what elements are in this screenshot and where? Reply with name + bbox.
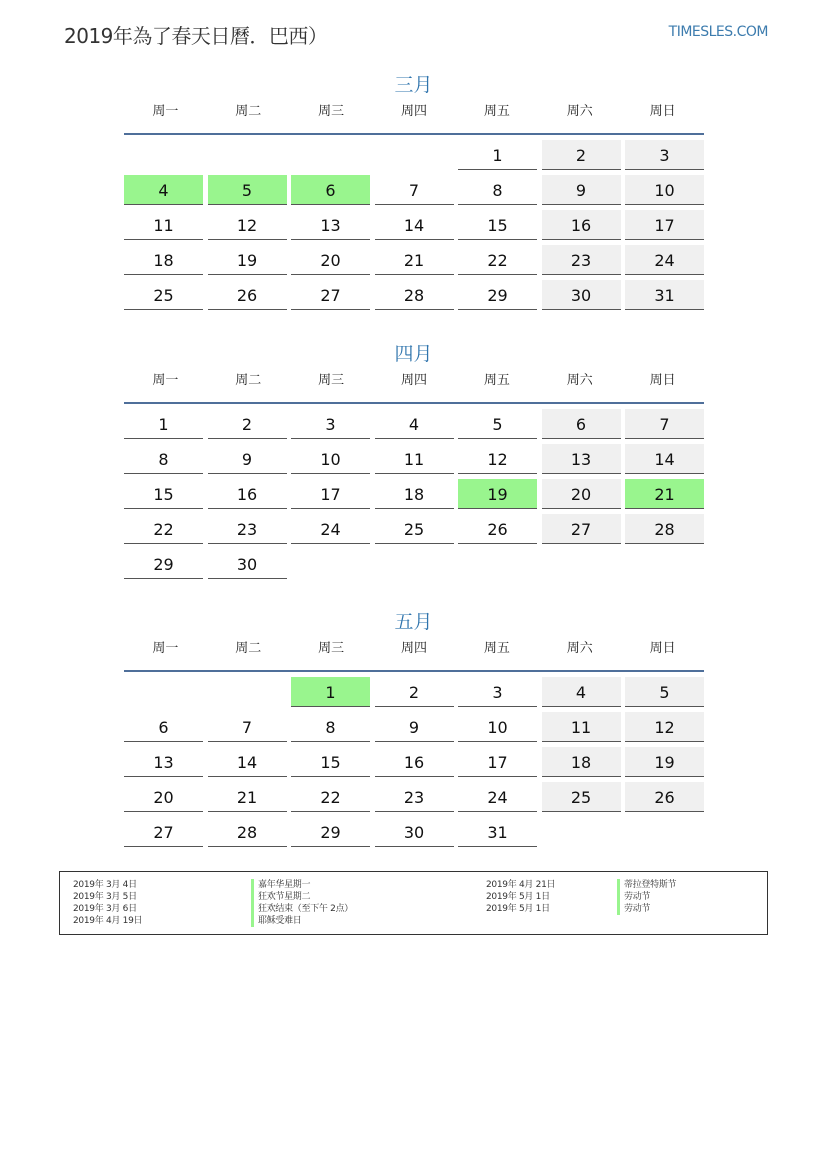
day-cell: 13: [542, 444, 621, 474]
weekday-label: 周日: [649, 641, 676, 656]
legend-date: 2019年 5月 1日: [486, 892, 550, 902]
legend-date: 2019年 3月 6日: [73, 904, 137, 914]
day-cell: 23: [208, 514, 287, 544]
weekday-label: 周六: [566, 104, 593, 119]
day-cell: 4: [375, 409, 454, 439]
weekday-label: 周一: [152, 373, 179, 388]
day-cell: 1: [124, 409, 203, 439]
page-title: 2019年為了春天日曆．巴西）: [64, 24, 328, 48]
day-cell: 2: [375, 677, 454, 707]
day-cell: 8: [458, 175, 537, 205]
day-cell: 25: [124, 280, 203, 310]
weekday-label: 周一: [152, 104, 179, 119]
day-cell: 20: [124, 782, 203, 812]
day-cell: 15: [291, 747, 370, 777]
day-cell: 18: [124, 245, 203, 275]
day-cell: 8: [124, 444, 203, 474]
day-cell: 11: [124, 210, 203, 240]
holiday-day-cell: 4: [124, 175, 203, 205]
empty-cell: [375, 140, 454, 169]
day-cell: 9: [375, 712, 454, 742]
day-cell: 25: [542, 782, 621, 812]
day-cell: 16: [542, 210, 621, 240]
day-grid: [124, 409, 704, 579]
day-cell: 24: [625, 245, 704, 275]
month-title: 五月: [394, 611, 433, 633]
holiday-day-cell: 5: [208, 175, 287, 205]
day-cell: 3: [291, 409, 370, 439]
day-cell: 20: [542, 479, 621, 509]
day-cell: 27: [124, 817, 203, 847]
day-cell: 24: [291, 514, 370, 544]
day-cell: 26: [208, 280, 287, 310]
day-cell: 17: [458, 747, 537, 777]
day-cell: 2: [542, 140, 621, 170]
holiday-day-cell: 6: [291, 175, 370, 205]
day-cell: 21: [375, 245, 454, 275]
day-cell: 27: [291, 280, 370, 310]
day-cell: 6: [124, 712, 203, 742]
day-cell: 7: [208, 712, 287, 742]
legend-date: 2019年 4月 19日: [73, 916, 143, 926]
legend-names: [617, 879, 676, 915]
weekday-label: 周一: [152, 641, 179, 656]
day-cell: 25: [375, 514, 454, 544]
day-cell: 6: [542, 409, 621, 439]
day-cell: 12: [208, 210, 287, 240]
day-cell: 11: [542, 712, 621, 742]
day-cell: 14: [208, 747, 287, 777]
month-may: [124, 607, 704, 847]
day-cell: 21: [208, 782, 287, 812]
day-cell: 17: [291, 479, 370, 509]
day-cell: 10: [625, 175, 704, 205]
day-cell: 16: [208, 479, 287, 509]
day-cell: 26: [625, 782, 704, 812]
month-march: [124, 70, 704, 310]
weekday-label: 周日: [649, 104, 676, 119]
day-cell: 13: [291, 210, 370, 240]
day-cell: 27: [542, 514, 621, 544]
day-cell: 29: [291, 817, 370, 847]
day-cell: 22: [291, 782, 370, 812]
legend-holiday-name: 狂欢结束（至下午 2点）: [258, 904, 353, 914]
day-cell: 7: [625, 409, 704, 439]
holiday-day-cell: 19: [458, 479, 537, 509]
day-cell: 1: [458, 140, 537, 170]
month-april: [124, 339, 704, 579]
day-cell: 24: [458, 782, 537, 812]
day-cell: 7: [375, 175, 454, 205]
legend-holiday-name: 蒂拉登特斯节: [624, 880, 677, 890]
day-grid: [124, 140, 704, 310]
day-cell: 9: [542, 175, 621, 205]
day-cell: 22: [124, 514, 203, 544]
day-cell: 18: [542, 747, 621, 777]
legend-holiday-name: 耶稣受难日: [258, 916, 302, 926]
weekday-label: 周五: [483, 641, 510, 656]
legend-date: 2019年 4月 21日: [486, 880, 556, 890]
day-cell: 30: [542, 280, 621, 310]
legend-holiday-name: 劳动节: [624, 904, 651, 914]
empty-cell: [124, 140, 203, 169]
month-title: 四月: [394, 343, 433, 365]
day-cell: 22: [458, 245, 537, 275]
holiday-day-cell: 21: [625, 479, 704, 509]
day-cell: 29: [124, 549, 203, 579]
weekday-label: 周二: [235, 641, 262, 656]
day-cell: 15: [458, 210, 537, 240]
day-cell: 2: [208, 409, 287, 439]
legend-date: 2019年 3月 5日: [73, 892, 137, 902]
weekday-label: 周六: [566, 373, 593, 388]
day-cell: 28: [375, 280, 454, 310]
day-cell: 28: [625, 514, 704, 544]
day-grid: [124, 677, 704, 847]
weekday-label: 周二: [235, 373, 262, 388]
day-cell: 18: [375, 479, 454, 509]
weekday-label: 周三: [318, 373, 345, 388]
day-cell: 10: [291, 444, 370, 474]
empty-cell: [208, 677, 287, 706]
day-cell: 8: [291, 712, 370, 742]
day-cell: 3: [458, 677, 537, 707]
weekday-label: 周三: [318, 641, 345, 656]
day-cell: 14: [625, 444, 704, 474]
day-cell: 31: [625, 280, 704, 310]
legend-names: [251, 879, 353, 927]
day-cell: 19: [625, 747, 704, 777]
empty-cell: [124, 677, 203, 706]
legend-holiday-name: 狂欢节星期二: [258, 892, 311, 902]
day-cell: 12: [625, 712, 704, 742]
day-cell: 11: [375, 444, 454, 474]
day-cell: 19: [208, 245, 287, 275]
day-cell: 5: [625, 677, 704, 707]
day-cell: 29: [458, 280, 537, 310]
legend-dates: [73, 879, 142, 927]
day-cell: 23: [542, 245, 621, 275]
weekday-header: [124, 100, 704, 135]
day-cell: 23: [375, 782, 454, 812]
day-cell: 10: [458, 712, 537, 742]
day-cell: 16: [375, 747, 454, 777]
weekday-label: 周六: [566, 641, 593, 656]
weekday-label: 周三: [318, 104, 345, 119]
day-cell: 26: [458, 514, 537, 544]
weekday-label: 周五: [483, 104, 510, 119]
empty-cell: [291, 140, 370, 169]
day-cell: 5: [458, 409, 537, 439]
day-cell: 20: [291, 245, 370, 275]
month-title: 三月: [394, 74, 433, 96]
legend-date: 2019年 5月 1日: [486, 904, 550, 914]
holiday-legend: [59, 871, 768, 935]
day-cell: 28: [208, 817, 287, 847]
day-cell: 4: [542, 677, 621, 707]
day-cell: 9: [208, 444, 287, 474]
legend-holiday-name: 劳动节: [624, 892, 651, 902]
empty-cell: [208, 140, 287, 169]
weekday-label: 周四: [401, 373, 428, 388]
day-cell: 13: [124, 747, 203, 777]
holiday-day-cell: 1: [291, 677, 370, 707]
weekday-label: 周五: [483, 373, 510, 388]
weekday-label: 周四: [401, 641, 428, 656]
day-cell: 15: [124, 479, 203, 509]
day-cell: 3: [625, 140, 704, 170]
day-cell: 31: [458, 817, 537, 847]
legend-date: 2019年 3月 4日: [73, 880, 137, 890]
day-cell: 30: [208, 549, 287, 579]
day-cell: 12: [458, 444, 537, 474]
brand-link[interactable]: TIMESLES.COM: [668, 24, 768, 40]
weekday-label: 周二: [235, 104, 262, 119]
day-cell: 30: [375, 817, 454, 847]
weekday-label: 周四: [401, 104, 428, 119]
weekday-header: [124, 369, 704, 404]
weekday-header: [124, 637, 704, 672]
legend-dates: [486, 879, 555, 915]
day-cell: 14: [375, 210, 454, 240]
legend-holiday-name: 嘉年华星期一: [258, 880, 311, 890]
weekday-label: 周日: [649, 373, 676, 388]
day-cell: 17: [625, 210, 704, 240]
